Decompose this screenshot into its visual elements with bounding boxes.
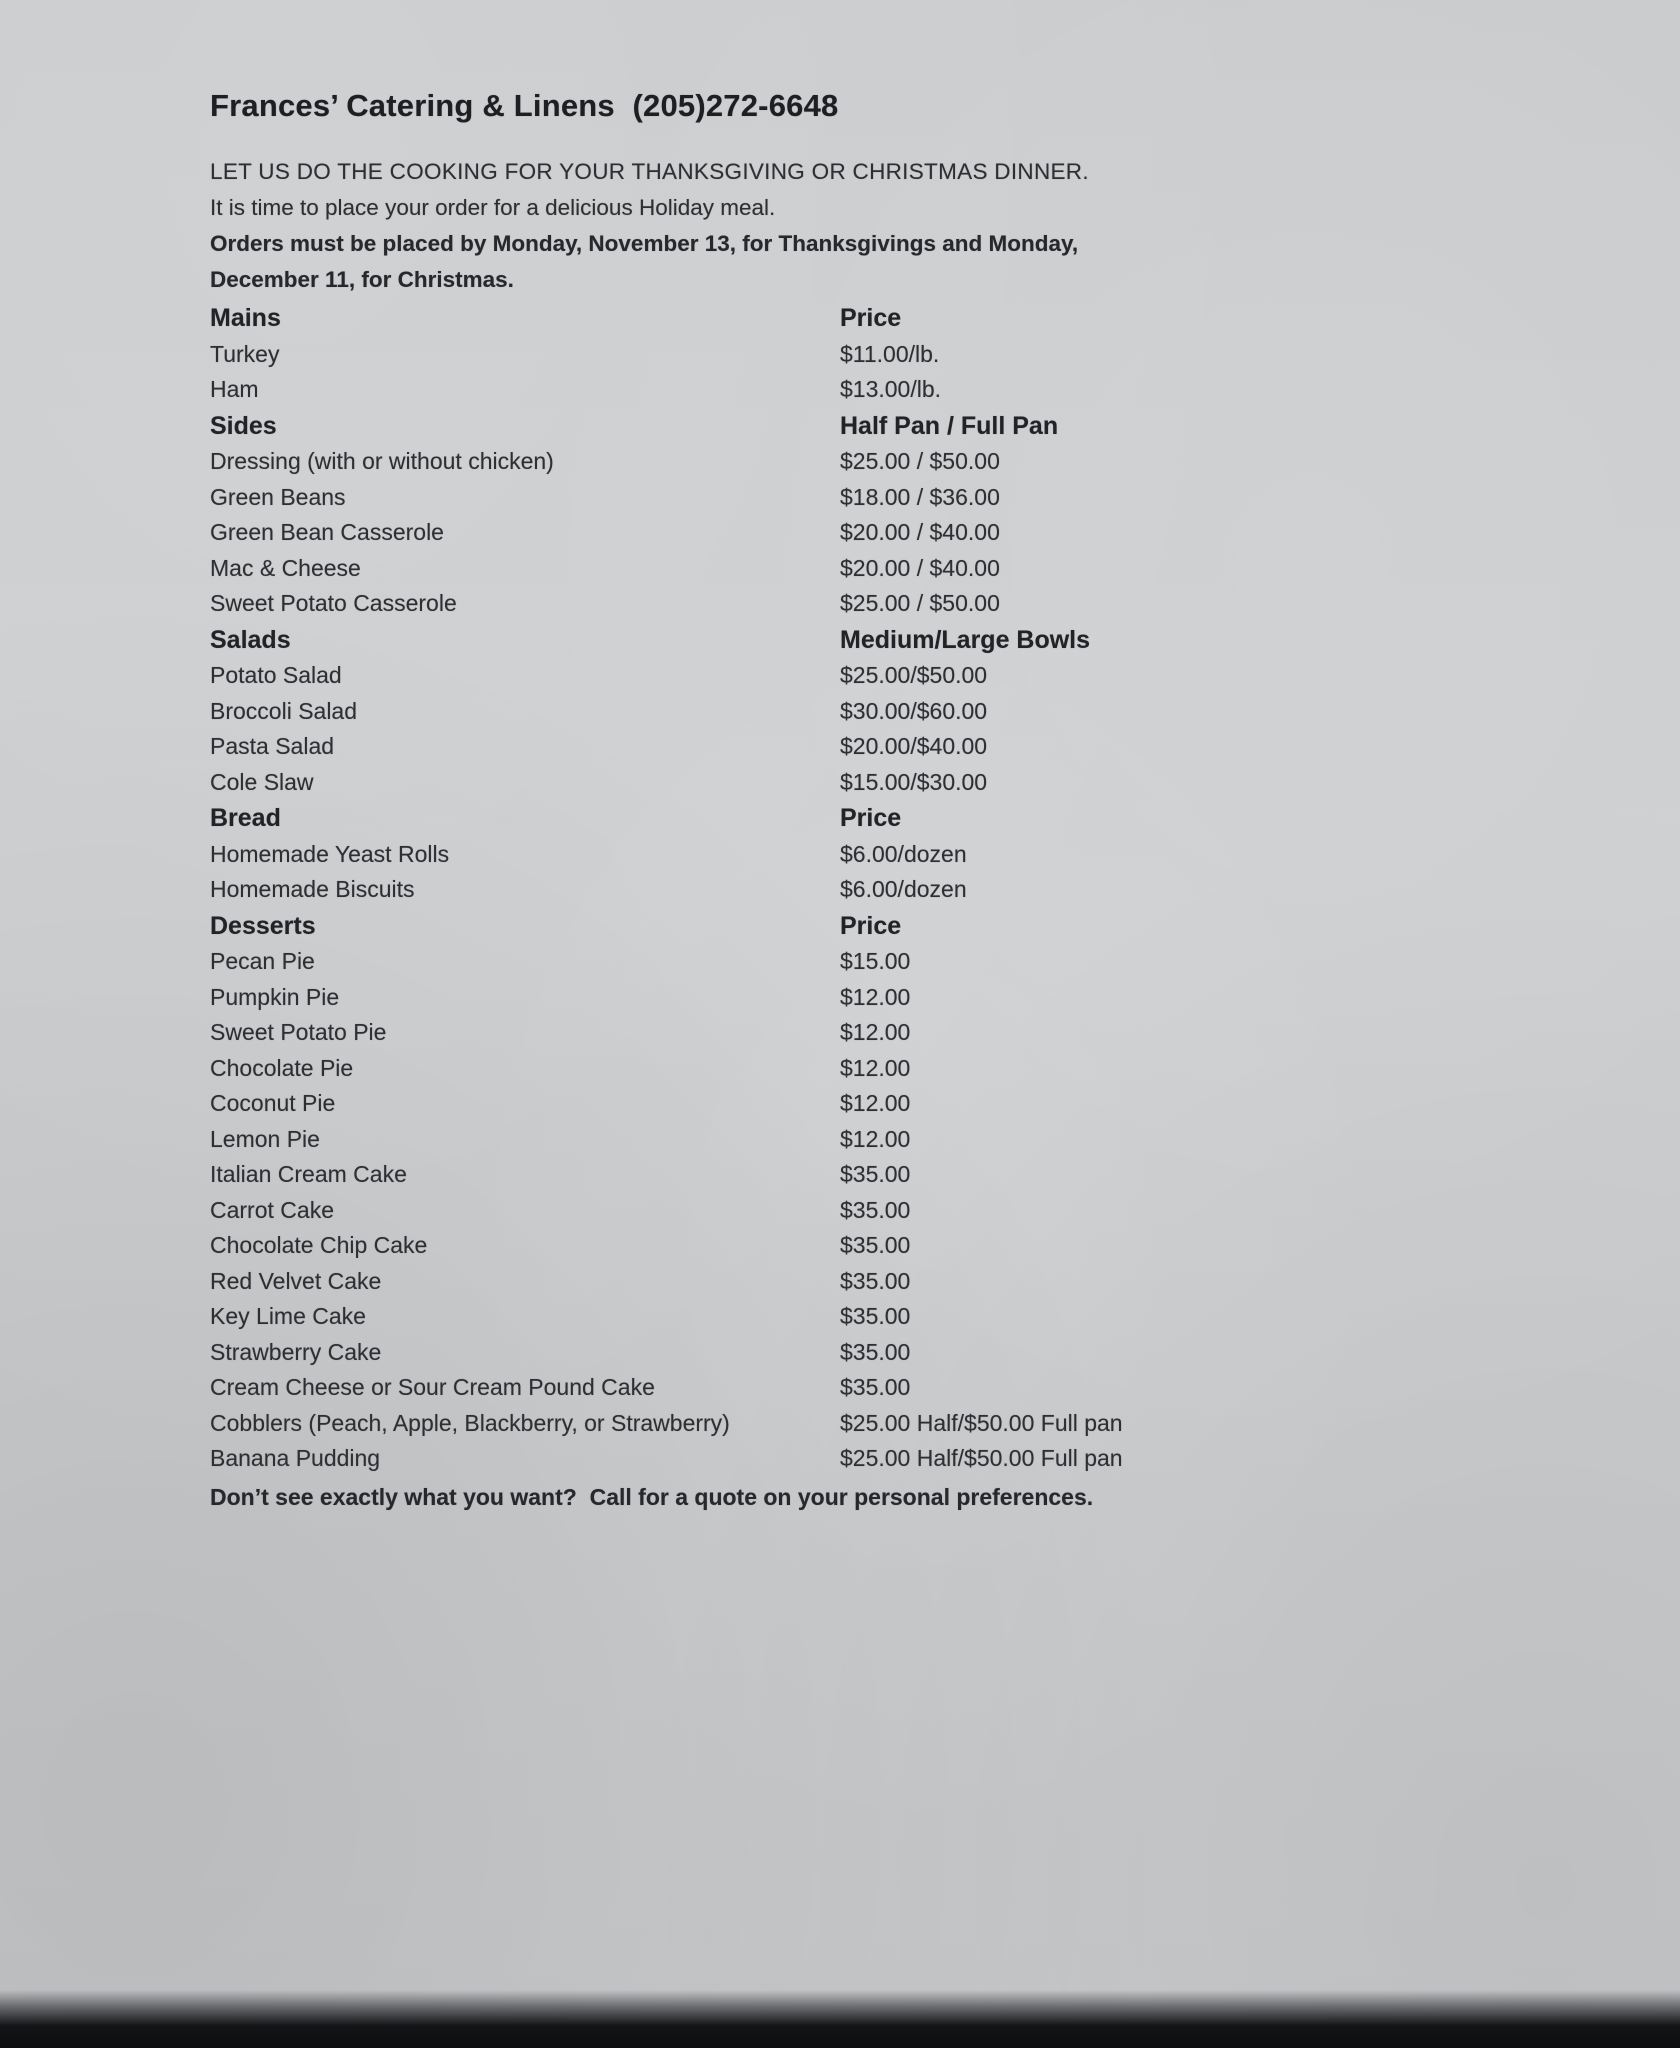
item-price: $35.00: [840, 1232, 911, 1258]
menu-section-row-mains: [210, 300, 1590, 337]
item-label: Chocolate Chip Cake: [210, 1232, 428, 1258]
page-title: Frances’ Catering & Linens (205)272-6648: [210, 88, 839, 123]
item-price: $13.00/lb.: [840, 376, 942, 402]
item-price: $25.00 / $50.00: [840, 590, 1000, 616]
item-label: Chocolate Pie: [210, 1054, 354, 1081]
menu-item-row: [210, 1051, 1590, 1087]
intro-line-2: It is time to place your order for a delicious Holiday meal.: [210, 195, 776, 220]
item-price: $35.00: [840, 1303, 911, 1329]
photo-bottom-edge: [0, 1990, 1680, 2048]
item-label: Dressing (with or without chicken): [210, 448, 554, 474]
section-price-header: Medium/Large Bowls: [840, 625, 1091, 654]
menu-item-row: [210, 658, 1590, 694]
item-label: Lemon Pie: [210, 1125, 320, 1152]
menu-item-row: [210, 1015, 1590, 1051]
menu-item-row: [210, 1406, 1590, 1442]
item-price: $35.00: [840, 1267, 911, 1294]
menu-item-row: [210, 337, 1590, 373]
intro-order-deadline: Orders must be placed by Monday, November 13, for Thanksgivings and Monday, December 11, for Christmas.: [210, 231, 1079, 292]
menu-item-row: [210, 1193, 1590, 1229]
item-price: $35.00: [840, 1196, 911, 1223]
section-price-header: Price: [840, 304, 902, 332]
menu-section-row-salads: [210, 622, 1590, 659]
intro-line-1: LET US DO THE COOKING FOR YOUR THANKSGIVING OR CHRISTMAS DINNER.: [210, 159, 1089, 184]
item-price: $11.00/lb.: [840, 340, 940, 367]
menu-item-row: [210, 372, 1590, 408]
item-label: Coconut Pie: [210, 1090, 336, 1116]
item-label: Broccoli Salad: [210, 697, 358, 724]
menu-item-row: [210, 1441, 1590, 1477]
item-price: $12.00: [840, 1125, 911, 1152]
item-price: $12.00: [840, 983, 911, 1010]
menu-item-row: [210, 837, 1590, 873]
item-price: $12.00: [840, 1019, 911, 1045]
item-label: Cole Slaw: [210, 768, 314, 795]
item-label: Potato Salad: [210, 662, 342, 688]
item-price: $20.00/$40.00: [840, 733, 988, 759]
section-price-header: Half Pan / Full Pan: [840, 411, 1059, 440]
item-label: Pumpkin Pie: [210, 983, 340, 1010]
section-name: Salads: [210, 625, 291, 654]
item-price: $6.00/dozen: [840, 876, 967, 902]
item-label: Strawberry Cake: [210, 1338, 382, 1365]
item-label: Cream Cheese or Sour Cream Pound Cake: [210, 1374, 655, 1400]
menu-item-row: [210, 1157, 1590, 1193]
menu-item-row: [210, 551, 1590, 587]
item-label: Italian Cream Cake: [210, 1161, 407, 1187]
item-label: Pasta Salad: [210, 733, 335, 759]
menu-item-row: [210, 980, 1590, 1016]
item-price: $25.00 Half/$50.00 Full pan: [840, 1445, 1123, 1471]
item-label: Key Lime Cake: [210, 1303, 366, 1329]
item-price: $20.00 / $40.00: [840, 519, 1000, 545]
menu-item-row: [210, 480, 1590, 516]
menu-table: [210, 300, 1590, 1477]
item-label: Ham: [210, 376, 259, 402]
menu-section-row-sides: [210, 408, 1590, 445]
item-price: $30.00/$60.00: [840, 697, 988, 724]
item-price: $25.00 / $50.00: [840, 448, 1000, 474]
item-price: $12.00: [840, 1054, 911, 1081]
section-name: Bread: [210, 804, 281, 832]
item-label: Sweet Potato Casserole: [210, 590, 457, 616]
menu-item-row: [210, 586, 1590, 622]
menu-item-row: [210, 944, 1590, 980]
menu-item-row: [210, 694, 1590, 730]
footer-note: Don’t see exactly what you want? Call for a quote on your personal preferences.: [210, 1483, 1094, 1510]
item-price: $25.00 Half/$50.00 Full pan: [840, 1409, 1123, 1436]
menu-section-row-desserts: [210, 908, 1590, 945]
section-name: Sides: [210, 411, 277, 440]
item-label: Mac & Cheese: [210, 554, 361, 581]
menu-item-row: [210, 1299, 1590, 1335]
item-label: Carrot Cake: [210, 1196, 334, 1223]
item-price: $35.00: [840, 1161, 911, 1187]
menu-item-row: [210, 1086, 1590, 1122]
item-price: $35.00: [840, 1338, 911, 1365]
item-label: Pecan Pie: [210, 948, 315, 974]
item-price: $15.00/$30.00: [840, 768, 988, 795]
section-name: Mains: [210, 304, 281, 332]
item-price: $15.00: [840, 948, 911, 974]
menu-item-row: [210, 765, 1590, 801]
item-label: Red Velvet Cake: [210, 1267, 382, 1294]
section-name: Desserts: [210, 911, 316, 940]
item-label: Sweet Potato Pie: [210, 1019, 387, 1045]
item-price: $25.00/$50.00: [840, 662, 988, 688]
item-price: $35.00: [840, 1374, 911, 1400]
section-price-header: Price: [840, 911, 902, 940]
item-label: Green Beans: [210, 483, 346, 510]
item-price: $18.00 / $36.00: [840, 483, 1000, 510]
item-price: $6.00/dozen: [840, 840, 967, 867]
menu-section-row-bread: [210, 800, 1590, 837]
menu-item-row: [210, 1370, 1590, 1406]
menu-item-row: [210, 1228, 1590, 1264]
item-price: $12.00: [840, 1090, 911, 1116]
item-label: Homemade Biscuits: [210, 876, 415, 902]
menu-item-row: [210, 515, 1590, 551]
menu-item-row: [210, 1264, 1590, 1300]
item-label: Turkey: [210, 340, 280, 367]
item-label: Homemade Yeast Rolls: [210, 840, 450, 867]
menu-item-row: [210, 1335, 1590, 1371]
menu-item-row: [210, 872, 1590, 908]
menu-item-row: [210, 729, 1590, 765]
menu-item-row: [210, 444, 1590, 480]
item-label: Cobblers (Peach, Apple, Blackberry, or Strawberry): [210, 1409, 730, 1436]
menu-item-row: [210, 1122, 1590, 1158]
item-label: Green Bean Casserole: [210, 519, 444, 545]
item-label: Banana Pudding: [210, 1445, 381, 1471]
item-price: $20.00 / $40.00: [840, 554, 1000, 581]
section-price-header: Price: [840, 804, 902, 832]
